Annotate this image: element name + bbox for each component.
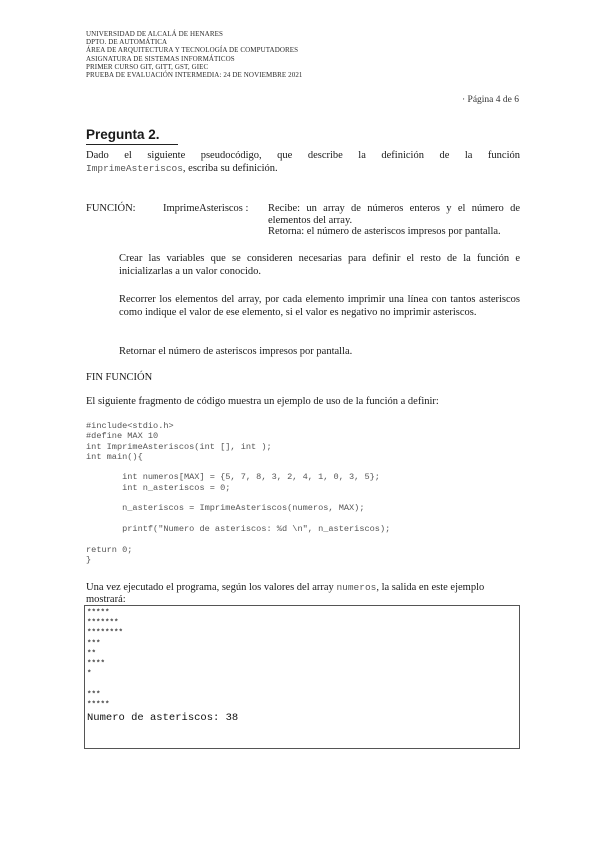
page-number: · Página 4 de 6 — [462, 95, 519, 105]
output-line: ******** — [87, 629, 124, 638]
intro-text: Dado el siguiente pseudocódigo, que describe la definición de la función — [86, 150, 520, 161]
code-line: #include<stdio.h> — [86, 421, 174, 431]
pseudocode-step: Crear las variables que se consideren necesarias para definir el resto de la función e inicializarlas a un valor conocido. — [119, 253, 520, 277]
function-label: FUNCIÓN: — [86, 203, 136, 214]
header-line: ÁREA DE ARQUITECTURA Y TECNOLOGÍA DE COMPUTADORES — [86, 46, 299, 55]
header-line: PRIMER CURSO GIT, GITT, GST, GIEC — [86, 62, 209, 71]
code-line: printf("Numero de asteriscos: %d \n", n_asteriscos); — [86, 523, 391, 534]
code-line: int main(){ — [86, 451, 143, 462]
code-block — [86, 421, 390, 565]
output-line: * — [87, 670, 92, 679]
function-end: FIN FUNCIÓN — [86, 372, 153, 383]
header-line: UNIVERSIDAD DE ALCALÁ DE HENARES — [86, 30, 223, 38]
output-line: ***** — [87, 609, 110, 617]
code-intro: El siguiente fragmento de código muestra un ejemplo de uso de la función a definir: — [86, 396, 439, 407]
title-underline — [86, 144, 178, 145]
output-intro — [86, 582, 520, 606]
code-line: int n_asteriscos = 0; — [86, 482, 231, 493]
output-line: ***** — [87, 700, 110, 709]
pseudocode-step: Retornar el número de asteriscos impresos por pantalla. — [119, 346, 353, 357]
code-line: #define MAX 10 — [86, 431, 159, 442]
output-line: **** — [87, 660, 106, 669]
question-title: Pregunta 2. — [86, 127, 160, 142]
document-header — [86, 30, 303, 79]
output-intro-text: Una vez ejecutado el programa, según los valores del array — [86, 582, 337, 593]
asterisk-lines — [87, 608, 516, 710]
output-line: ******* — [87, 619, 119, 628]
function-receives: Recibe: un array de números enteros y el número de elementos del array. — [268, 203, 520, 226]
code-line: n_asteriscos = ImprimeAsteriscos(numeros, MAX); — [86, 503, 365, 514]
function-returns: Retorna: el número de asteriscos impresos por pantalla. — [268, 226, 501, 237]
question-intro — [86, 150, 520, 175]
output-line: ** — [87, 649, 97, 658]
output-intro-var: numeros — [336, 582, 377, 593]
intro-function-name: ImprimeAsteriscos — [86, 162, 183, 174]
header-line: DPTO. DE AUTOMÁTICA — [86, 38, 168, 47]
output-total: Numero de asteriscos: 38 — [87, 712, 239, 725]
header-line: ASIGNATURA DE SISTEMAS INFORMÁTICOS — [86, 54, 235, 63]
code-line: return 0; — [86, 544, 133, 555]
output-intro-text-end: , la salida en este ejemplo mostrará: — [86, 582, 485, 605]
code-line: int ImprimeAsteriscos(int [], int ); — [86, 441, 272, 452]
function-description — [268, 203, 520, 238]
intro-text-end: , escriba su definición. — [182, 162, 278, 174]
program-output-box — [84, 605, 520, 749]
output-line: *** — [87, 639, 101, 648]
code-line: } — [86, 554, 92, 565]
code-line: int numeros[MAX] = {5, 7, 8, 3, 2, 4, 1, 0, 3, 5}; — [86, 472, 380, 483]
pseudocode-step: Recorrer los elementos del array, por cada elemento imprimir una línea con tantos asteriscos como indique el valor de ese elemento, si el valor es negativo no imprimir asteriscos. — [119, 294, 520, 318]
header-line: PRUEBA DE EVALUACIÓN INTERMEDIA: 24 DE NOVIEMBRE 2021 — [86, 71, 303, 80]
output-line: *** — [87, 690, 101, 699]
function-name: ImprimeAsteriscos : — [163, 203, 249, 214]
